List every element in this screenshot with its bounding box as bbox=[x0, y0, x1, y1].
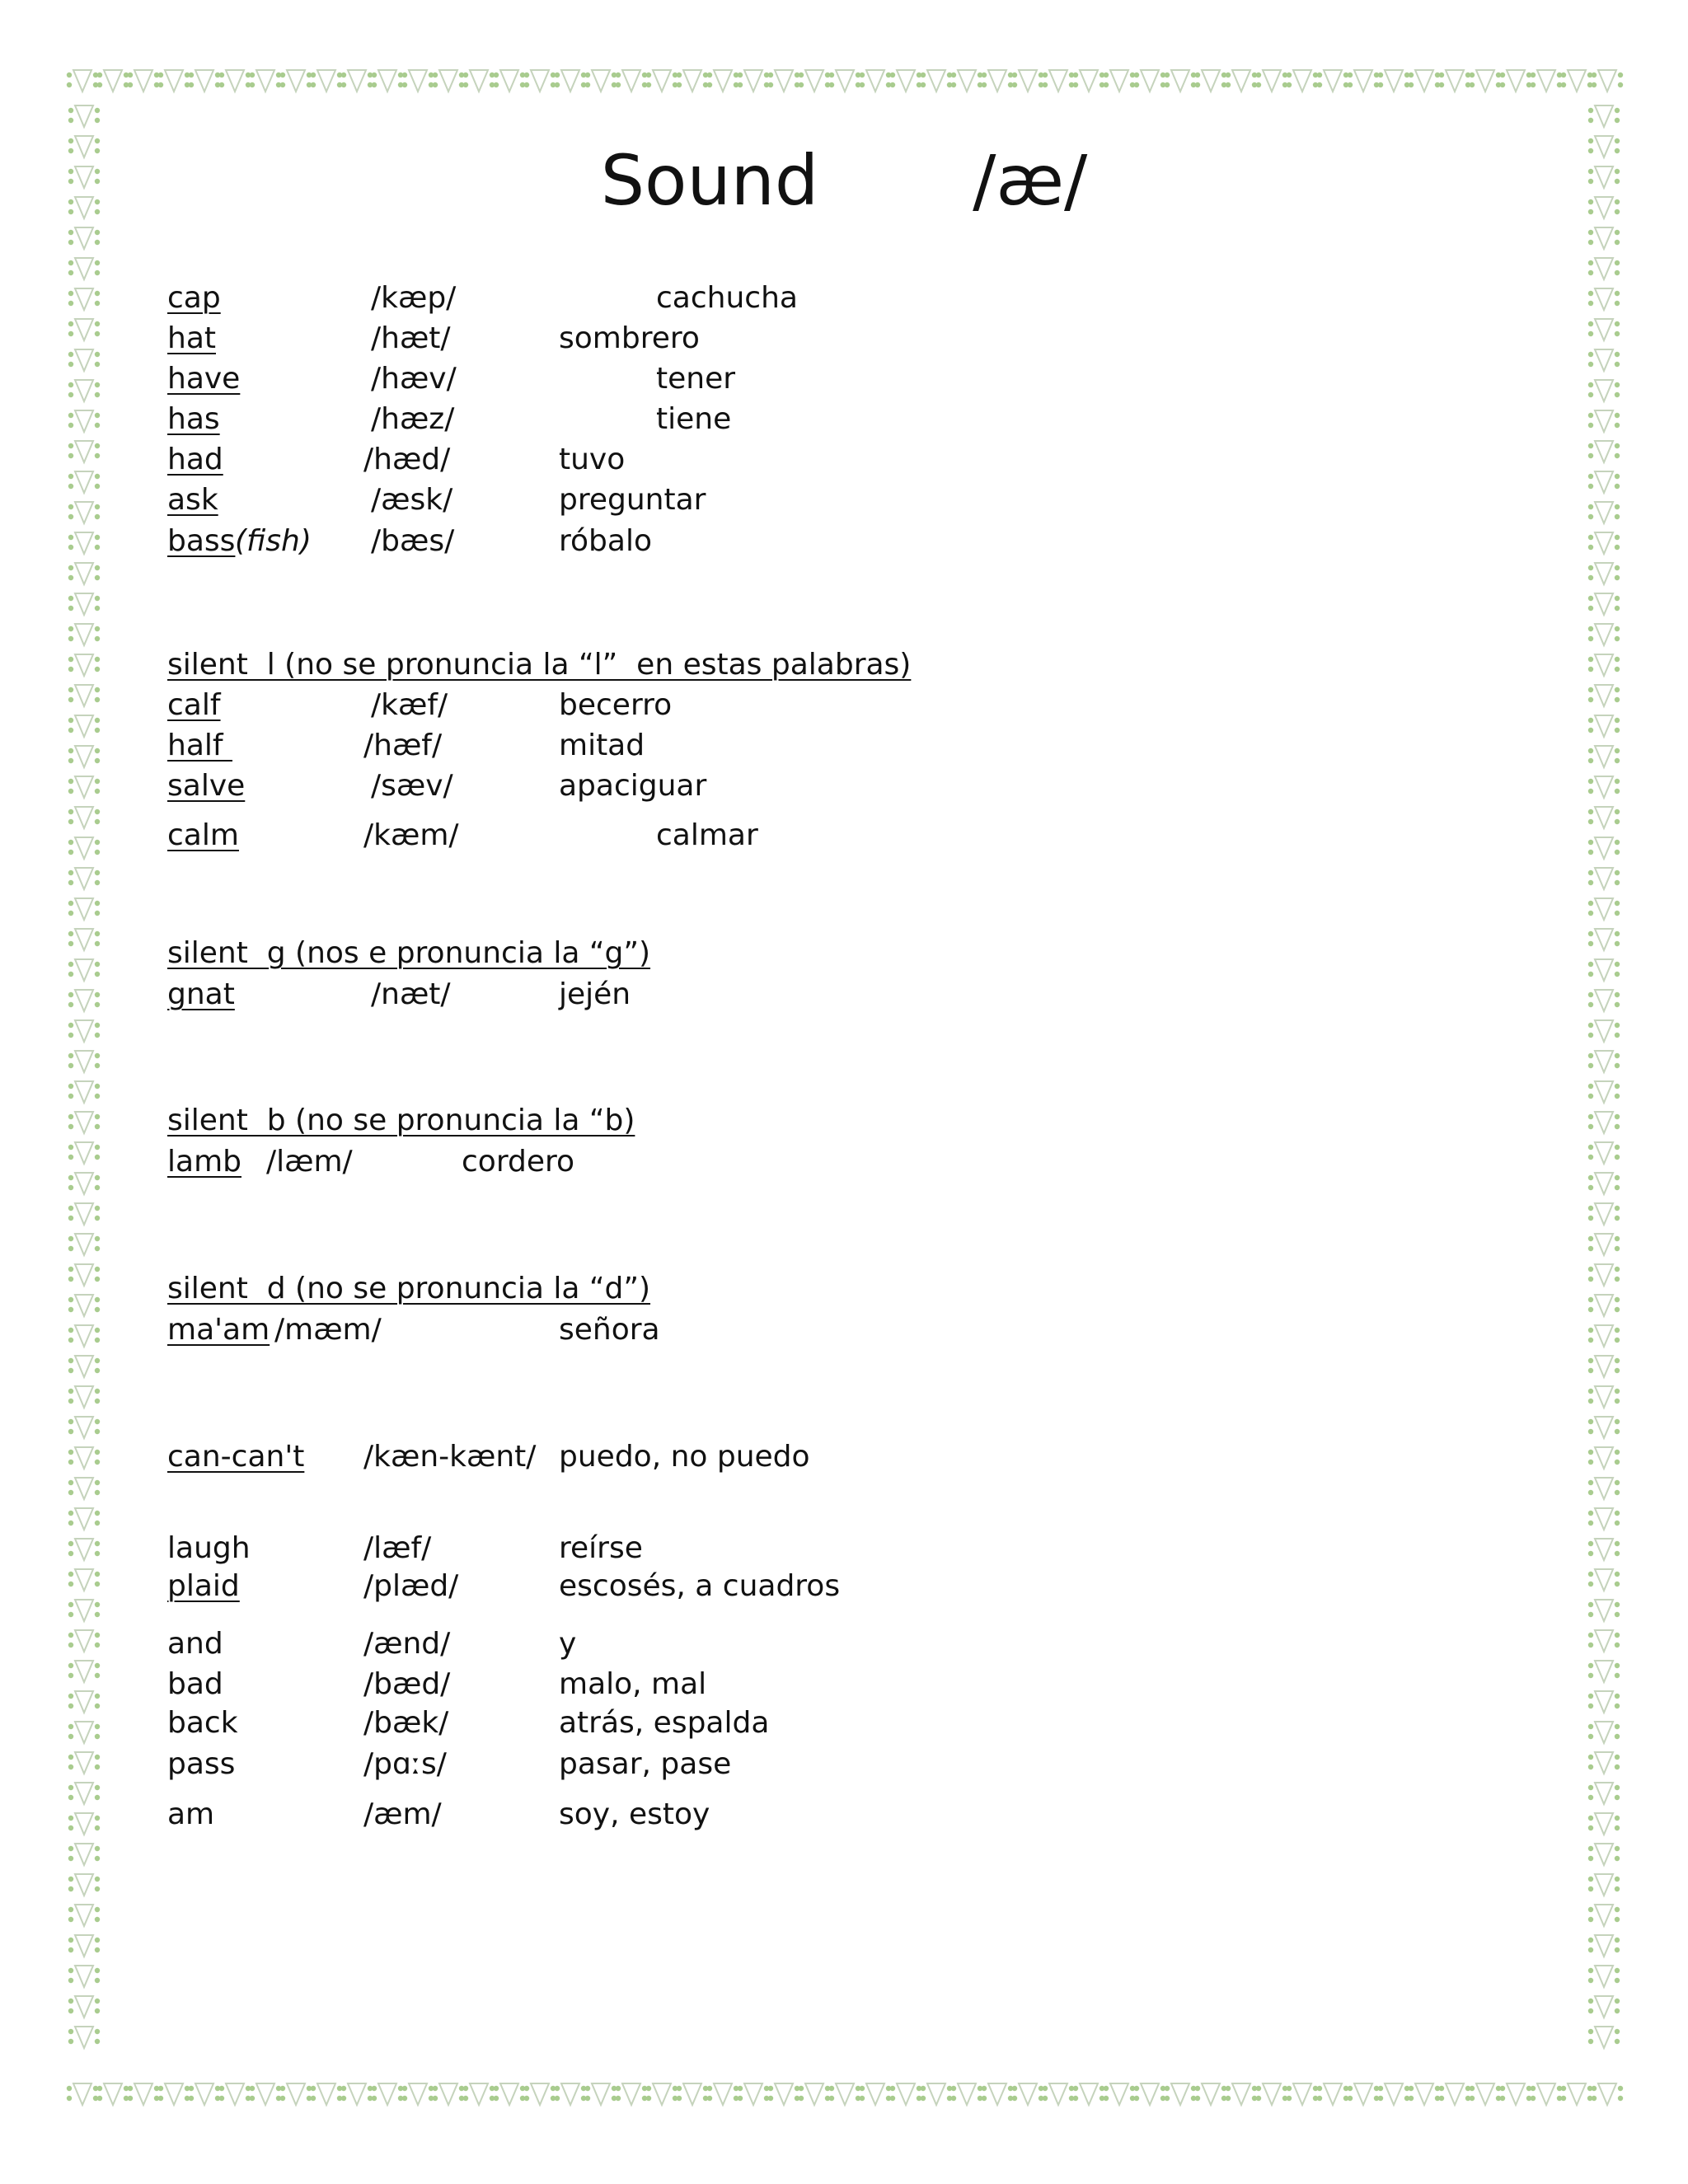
word: ma'am bbox=[167, 1313, 270, 1347]
translation: sombrero bbox=[559, 321, 700, 355]
ipa: /æm/ bbox=[363, 1797, 442, 1831]
word: had bbox=[167, 443, 223, 476]
translation: jején bbox=[559, 977, 631, 1011]
ipa: /bæd/ bbox=[363, 1667, 451, 1701]
word: and bbox=[167, 1627, 223, 1661]
translation: preguntar bbox=[559, 483, 706, 517]
word: plaid bbox=[167, 1569, 240, 1603]
translation: mitad bbox=[559, 729, 645, 762]
title-phonetic-symbol: /æ/ bbox=[973, 140, 1088, 221]
ipa: /læf/ bbox=[363, 1531, 432, 1565]
translation: becerro bbox=[559, 688, 673, 722]
translation: señora bbox=[559, 1313, 660, 1347]
translation: calmar bbox=[656, 818, 758, 852]
ipa: /sæv/ bbox=[371, 769, 453, 803]
ipa: /mæm/ bbox=[274, 1313, 382, 1347]
ipa: /bæs/ bbox=[371, 524, 455, 558]
ipa: /hæt/ bbox=[371, 321, 451, 355]
word: calf bbox=[167, 688, 221, 722]
word: half bbox=[167, 729, 232, 762]
ipa: /kæm/ bbox=[363, 818, 459, 852]
ipa: /bæk/ bbox=[363, 1706, 449, 1740]
translation: soy, estoy bbox=[559, 1797, 710, 1831]
translation: y bbox=[559, 1627, 577, 1661]
word-note: (fish) bbox=[235, 524, 312, 558]
ipa: /næt/ bbox=[371, 977, 451, 1011]
word: gnat bbox=[167, 977, 235, 1011]
word: back bbox=[167, 1706, 238, 1740]
ipa: /plæd/ bbox=[363, 1569, 459, 1603]
translation: malo, mal bbox=[559, 1667, 707, 1701]
translation: tiene bbox=[656, 402, 732, 436]
word: pass bbox=[167, 1747, 236, 1781]
translation: róbalo bbox=[559, 524, 652, 558]
ipa: /hæv/ bbox=[371, 362, 457, 396]
section-heading: silent d (no se pronuncia la “d”) bbox=[167, 1272, 651, 1305]
translation: puedo, no puedo bbox=[559, 1440, 810, 1474]
section-heading: silent l (no se pronuncia la “l” en estas palabras) bbox=[167, 648, 912, 682]
word: lamb bbox=[167, 1145, 241, 1179]
page-title bbox=[0, 140, 1688, 221]
translation: apaciguar bbox=[559, 769, 707, 803]
title-word: Sound bbox=[600, 140, 819, 221]
word: cap bbox=[167, 281, 221, 315]
translation: reírse bbox=[559, 1531, 643, 1565]
word: can-can't bbox=[167, 1440, 305, 1474]
translation: tener bbox=[656, 362, 736, 396]
word: bad bbox=[167, 1667, 223, 1701]
section-heading: silent g (nos e pronuncia la “g”) bbox=[167, 936, 651, 970]
word: salve bbox=[167, 769, 246, 803]
word: laugh bbox=[167, 1531, 251, 1565]
ipa: /æsk/ bbox=[371, 483, 453, 517]
ipa: /ænd/ bbox=[363, 1627, 451, 1661]
translation: tuvo bbox=[559, 443, 626, 476]
ipa: /kæp/ bbox=[371, 281, 457, 315]
ipa: /hæd/ bbox=[363, 443, 451, 476]
translation: cordero bbox=[462, 1145, 575, 1179]
translation: atrás, espalda bbox=[559, 1706, 770, 1740]
word: hat bbox=[167, 321, 216, 355]
word: bass bbox=[167, 524, 236, 558]
ipa: /hæf/ bbox=[363, 729, 443, 762]
ipa: /pɑːs/ bbox=[363, 1747, 447, 1781]
ipa: /læm/ bbox=[266, 1145, 353, 1179]
word: calm bbox=[167, 818, 239, 852]
word: am bbox=[167, 1797, 215, 1831]
ipa: /kæf/ bbox=[371, 688, 448, 722]
translation: pasar, pase bbox=[559, 1747, 732, 1781]
word: have bbox=[167, 362, 241, 396]
ipa: /kæn-kænt/ bbox=[363, 1440, 537, 1474]
word: has bbox=[167, 402, 220, 436]
section-heading: silent b (no se pronuncia la “b) bbox=[167, 1104, 635, 1137]
translation: cachucha bbox=[656, 281, 798, 315]
word: ask bbox=[167, 483, 218, 517]
translation: escosés, a cuadros bbox=[559, 1569, 841, 1603]
ipa: /hæz/ bbox=[371, 402, 455, 436]
